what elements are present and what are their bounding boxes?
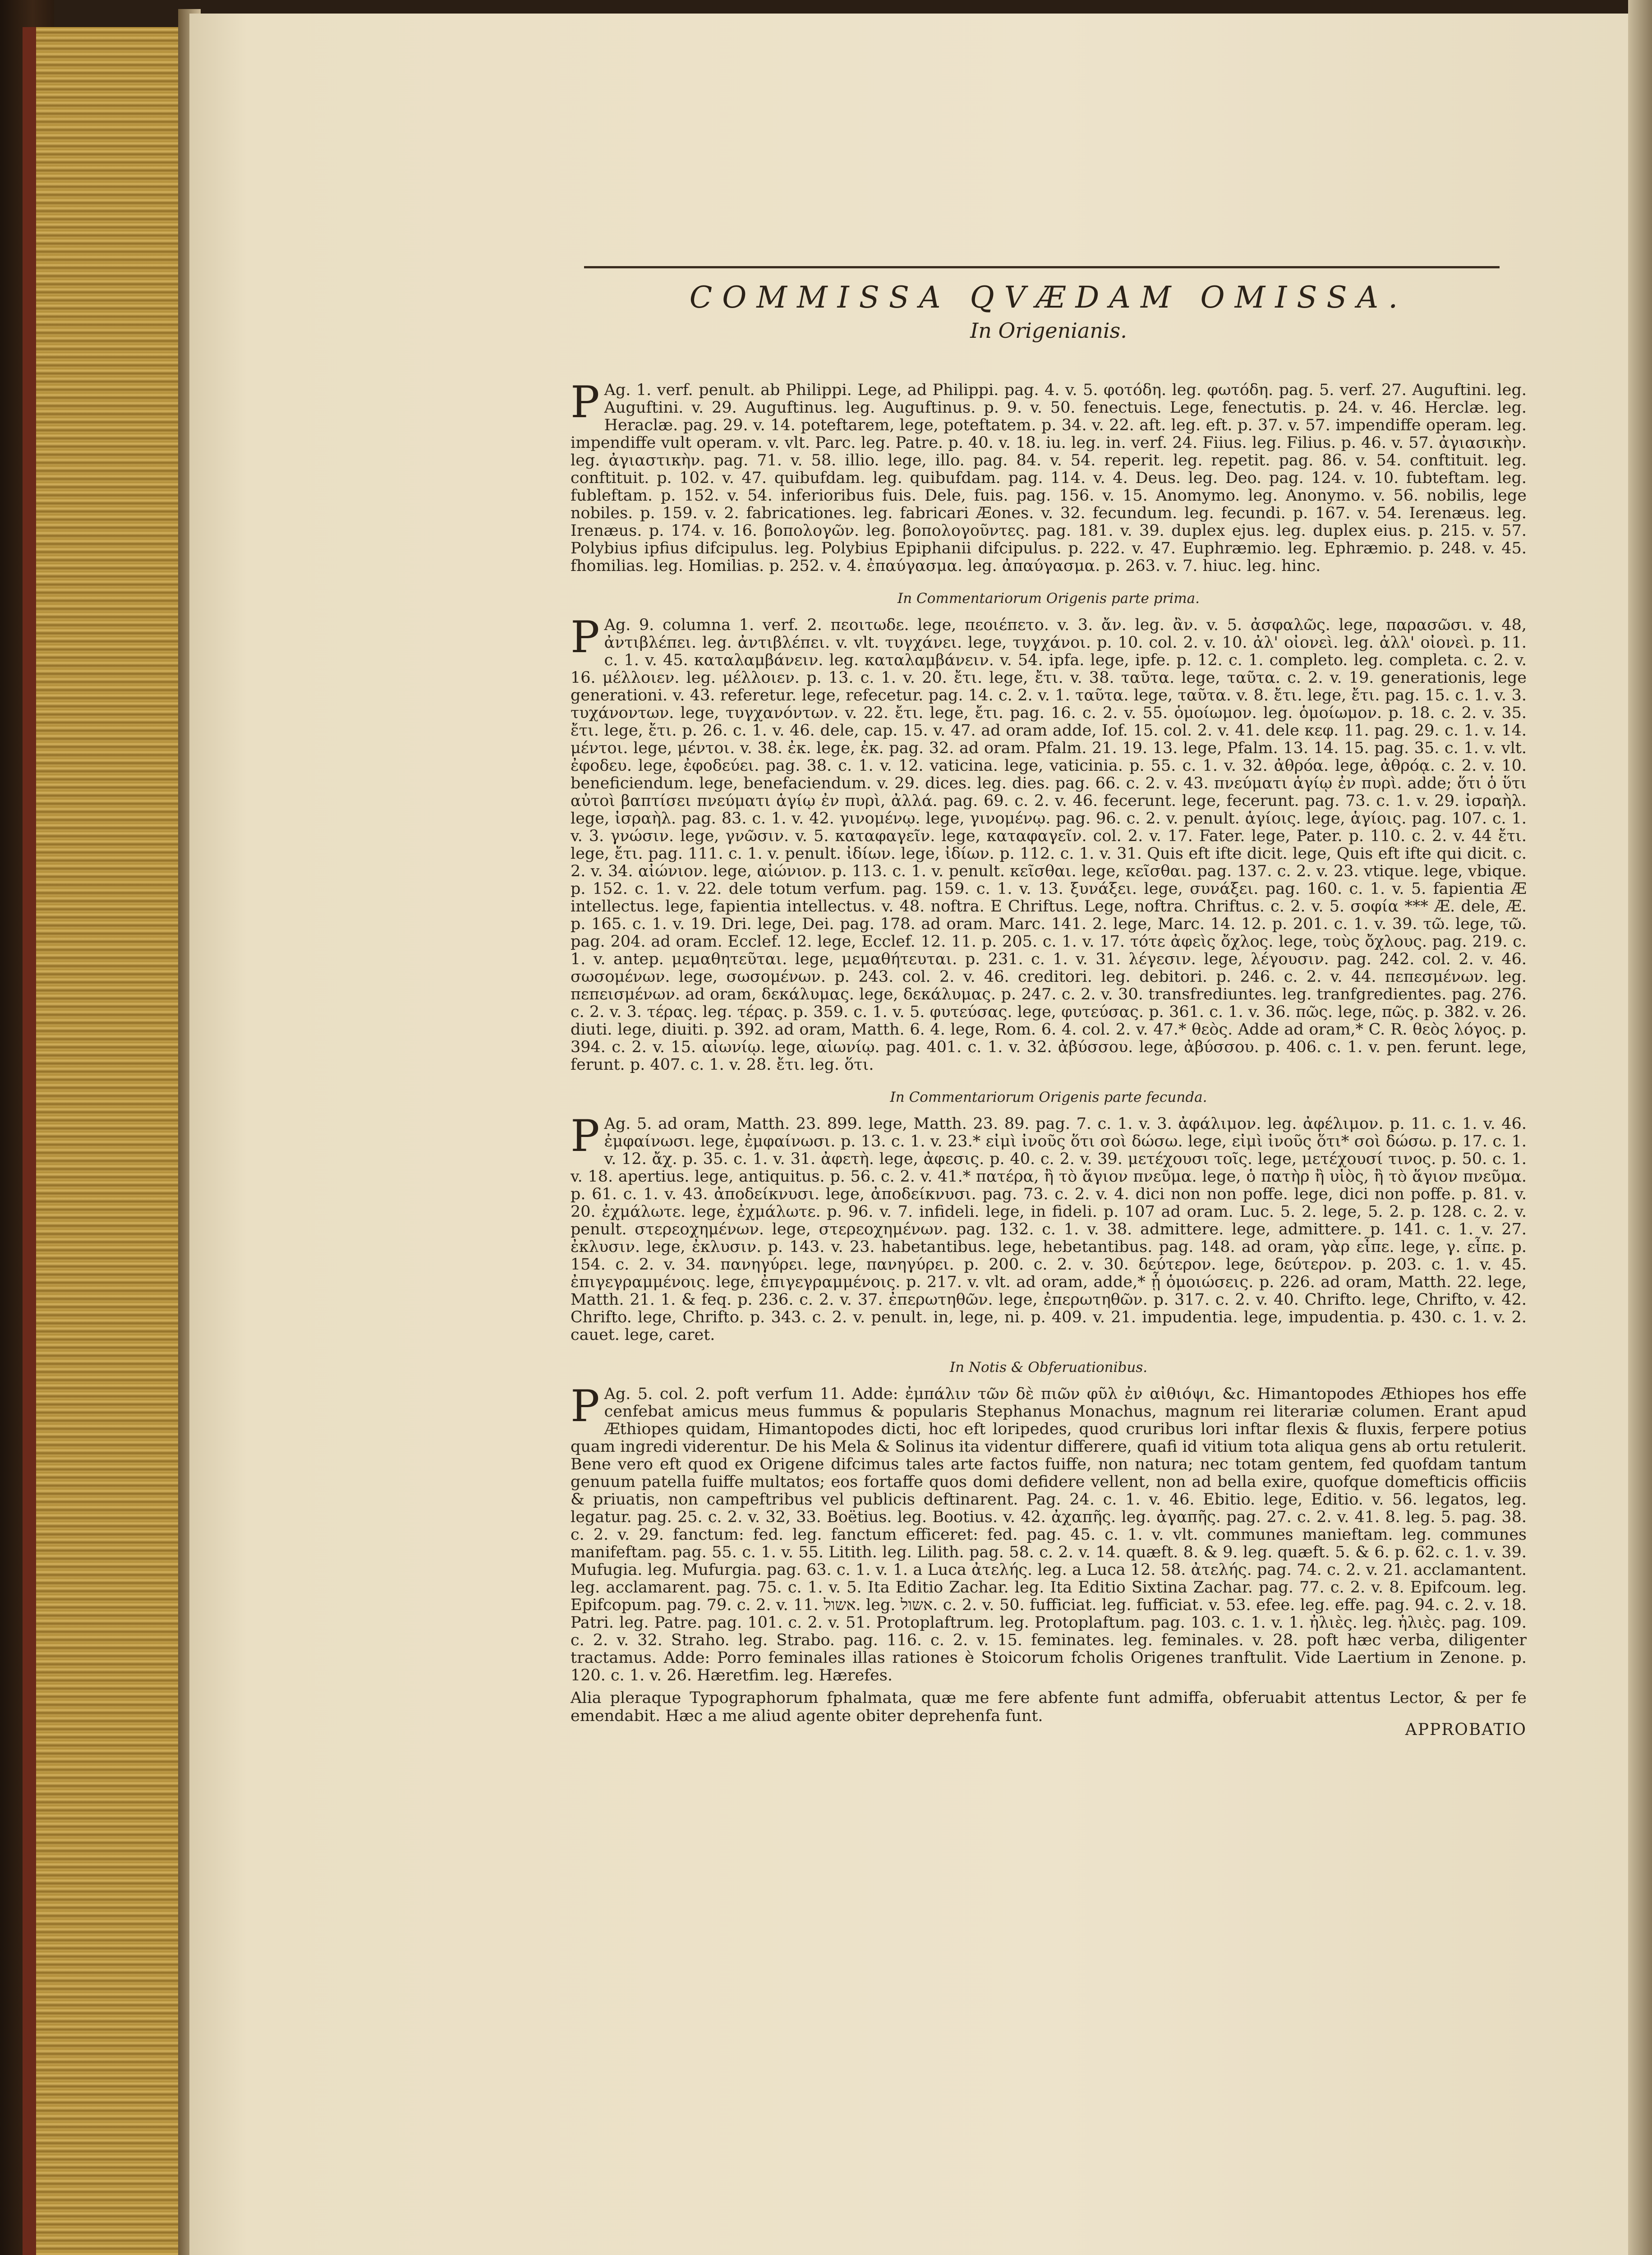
page-content bbox=[571, 266, 1527, 1739]
errata-section-1 bbox=[571, 377, 1527, 575]
section-heading: In Commentariorum Origenis parte prima. bbox=[897, 590, 1200, 607]
paragraph-text: Ag. 1. verf. penult. ab Philippi. Lege, ad Philippi. pag. 4. v. 5. φοτόδη. leg. φωτόδη. pag. 5. verf. 27. Auguftini. leg. Auguftini. v. 29. Auguftinus. leg. Auguftinus. p. 9. v. 50. fenectuis. Lege, fenectutis. p. 24. v. 46. Herclæ. leg. Heraclæ. pag. 29. v. 14. poteftarem, lege, poteftatem. p. 34. v. 22. aft. leg. eft. p. 37. v. 57. impendiffe operam. leg. impendiffe vult operam. v. vlt. Parc. leg. Patre. p. 40. v. 18. iu. leg. in. verf. 24. Fiius. leg. Filius. p. 46. v. 57. ἀγιασικὴν. leg. ἀγιαστικὴν. pag. 71. v. 58. illio. lege, illo. pag. 84. v. 54. reperit. leg. repetit. pag. 86. v. 54. conftituit. leg. conftituit. p. 102. v. 47. quibufdam. leg. quibufdam. pag. 114. v. 4. Deus. leg. Deo. pag. 124. v. 10. fubteftam. leg. fubleftam. p. 152. v. 54. inferioribus fuis. Dele, fuis. pag. 156. v. 15. Anomymo. leg. Anonymo. v. 56. nobilis, lege nobiles. p. 159. v. 2. fabricationes. leg. fabricari Æones. v. 32. fecundum. leg. fecundi. p. 167. v. 54. Ierenæus. leg. Irenæus. p. 174. v. 16. βοπολογῶν. leg. βοπολογοῦντες. pag. 181. v. 39. duplex ejus. leg. duplex eius. p. 215. v. 57. Polybius ipfius difcipulus. leg. Polybius Epiphanii difcipulus. p. 222. v. 47. Euphræmio. leg. Ephræmio. p. 248. v. 45. fhomilias. leg. Homilias. p. 252. v. 4. ἐπαύγασμα. leg. ἀπαύγασμα. p. 263. v. 7. hiuc. leg. hinc. bbox=[571, 381, 1527, 575]
paragraph-text: Ag. 9. columna 1. verf. 2. πεοιτωδε. lege, πεοιέπετο. v. 3. ἄν. leg. ἂν. v. 5. ἀσφαλῶς. lege, παρασῶσι. v. 48, ἀντιβλέπει. leg. ἀντιβλέπει. v. vlt. τυγχάνει. lege, τυγχάνοι. p. 10. col. 2. v. 10. ἀλ' οἰονεὶ. leg. ἀλλ' οἰονεὶ. p. 11. c. 1. v. 45. καταλαμβάνειν. leg. καταλαμβάνειν. v. 54. ipfa. lege, ipfe. p. 12. c. 1. completo. leg. completa. c. 2. v. 16. μέλλοιεν. leg. μέλλοιεν. p. 13. c. 1. v. 20. ἔτι. lege, ἔτι. v. 38. ταῦτα. lege, ταῦτα. c. 2. v. 19. generationis, lege generationi. v. 43. referetur. lege, refecetur. pag. 14. c. 2. v. 1. ταῦτα. lege, ταῦτα. v. 8. ἔτι. lege, ἔτι. pag. 15. c. 1. v. 3. τυχάνοντων. lege, τυγχανόντων. v. 22. ἔτι. lege, ἔτι. pag. 16. c. 2. v. 55. ὁμοίωμον. leg. ὁμοίωμον. p. 18. c. 2. v. 35. ἔτι. lege, ἔτι. p. 26. c. 1. v. 46. dele, cap. 15. v. 47. ad oram adde, Iof. 15. col. 2. v. 41. dele κεφ. 11. pag. 29. c. 1. v. 14. μέντοι. lege, μέντοι. v. 38. ἐκ. lege, ἐκ. pag. 32. ad oram. Pfalm. 21. 19. 13. lege, Pfalm. 13. 14. 15. pag. 35. c. 1. v. vlt. ἐφοδευ. lege, ἐφοδεύει. pag. 38. c. 1. v. 12. vaticina. lege, vaticinia. p. 55. c. 1. v. 32. ἀθρόα. lege, ἀθρόᾳ. c. 2. v. 10. beneficiendum. lege, benefaciendum. v. 29. dices. leg. dies. pag. 66. c. 2. v. 43. πνεύματι ἁγίῳ ἐν πυρὶ. adde; ὅτι ὁ ὕτι αὐτοὶ βαπτίσει πνεύματι ἁγίῳ ἐν πυρὶ, ἀλλά. pag. 69. c. 2. v. 46. fecerunt. lege, fecerunt. pag. 73. c. 1. v. 29. ἰσραὴλ. lege, ἰσραὴλ. pag. 83. c. 1. v. 42. γινομένῳ. lege, γινομένῳ. pag. 96. c. 2. v. penult. ἁγίοις. lege, ἁγίοις. pag. 107. c. 1. v. 3. γνώσιν. lege, γνῶσιν. v. 5. καταφαγεῖν. lege, καταφαγεῖν. col. 2. v. 17. Fater. lege, Pater. p. 110. c. 2. v. 44 ἔτι. lege, ἔτι. pag. 111. c. 1. v. penult. ἰδίων. lege, ἰδίων. p. 112. c. 1. v. 31. Quis eft ifte dicit. lege, Quis eft ifte qui dicit. c. 2. v. 34. αἰώνιον. lege, αἰώνιον. p. 113. c. 1. v. penult. κεῖσθαι. lege, κεῖσθαι. pag. 137. c. 2. v. 23. vtique. lege, vbique. p. 152. c. 1. v. 22. dele totum verfum. pag. 159. c. 1. v. 13. ξυνάξει. lege, συνάξει. pag. 160. c. 1. v. 5. fapientia Æ intellectus. lege, fapientia intellectus. v. 48. noftra. E Chriftus. Lege, noftra. Chriftus. c. 2. v. 5. σοφία *** Æ. dele, Æ. p. 165. c. 1. v. 19. Dri. lege, Dei. pag. 178. ad oram. Marc. 141. 2. lege, Marc. 14. 12. p. 201. c. 1. v. 39. τῶ. lege, τῶ. pag. 204. ad oram. Ecclef. 12. lege, Ecclef. 12. 11. p. 205. c. 1. v. 17. τότε ἀφεὶς ὄχλος. lege, τοὺς ὄχλους. pag. 219. c. 1. v. antep. μεμαθητεῦται. lege, μεμαθήτευται. p. 231. c. 1. v. 31. λέγεσιν. lege, λέγουσιν. pag. 242. col. 2. v. 46. σωσομένων. lege, σωσομένων. p. 243. col. 2. v. 46. creditori. leg. debitori. p. 246. c. 2. v. 44. πεπεσμένων. leg. πεπεισμένων. ad oram, δεκάλυμας. lege, δεκάλυμας. p. 247. c. 2. v. 30. transfrediuntes. leg. tranfgredientes. pag. 276. c. 2. v. 3. τέρας. leg. τέρας. p. 359. c. 1. v. 5. φυτεύσας. lege, φυτεύσας. p. 361. c. 1. v. 36. πῶς. lege, πῶς. p. 382. v. 26. diuti. lege, diuiti. p. 392. ad oram, Matth. 6. 4. lege, Rom. 6. 4. col. 2. v. 47.* θεὸς. Adde ad oram,* C. R. θεὸς λόγος. p. 394. c. 2. v. 15. αἰωνίῳ. lege, αἰωνίῳ. pag. 401. c. 1. v. 32. ἀβύσσου. lege, ἀβύσσου. p. 406. c. 1. v. pen. ferunt. lege, ferunt. p. 407. c. 1. v. 28. ἔτι. leg. ὅτι. bbox=[571, 616, 1527, 1074]
errata-paragraph bbox=[571, 377, 1527, 575]
closing-note: Alia pleraque Typographorum fphalmata, quæ me fere abfente funt admiffa, obferuabit attentus Lector, & per fe emendabit. Hæc a me aliud agente obiter deprehenfa funt. bbox=[571, 1689, 1527, 1725]
section-heading: In Commentariorum Origenis parte fecunda. bbox=[890, 1089, 1207, 1105]
facing-page-edge bbox=[1628, 0, 1652, 2255]
page-subtitle: In Origenianis. bbox=[970, 318, 1127, 343]
drop-cap: P bbox=[571, 1381, 600, 1431]
paragraph-text: Ag. 5. ad oram, Matth. 23. 899. lege, Matth. 23. 89. pag. 7. c. 1. v. 3. ἀφάλιμον. leg. ἀφέλιμον. p. 11. c. 1. v. 46. ἐμφαίνωσι. lege, ἐμφαίνωσι. p. 13. c. 1. v. 23.* εἰμὶ ἰνοῦς ὅτι σοὶ δώσω. lege, εἰμὶ ἰνοῦς ὅτι* σοὶ δώσω. p. 17. c. 1. v. 12. ἄχ. p. 35. c. 1. v. 31. ἀφετὴ. lege, ἀφεσις. p. 40. c. 2. v. 39. μετέχουσι τοῖς. lege, μετέχουσί τινος. p. 50. c. 1. v. 18. apertius. lege, antiquitus. p. 56. c. 2. v. 41.* πατέρα, ἢ τὸ ἅγιον πνεῦμα. lege, ὁ πατὴρ ἢ υἱὸς, ἢ τὸ ἅγιον πνεῦμα. p. 61. c. 1. v. 43. ἀποδείκνυσι. lege, ἀποδείκνυσι. pag. 73. c. 2. v. 4. dici non non poffe. lege, dici non poffe. p. 81. v. 20. ἐχμάλωτε. lege, ἐχμάλωτε. p. 96. v. 7. infideli. lege, in fideli. p. 107 ad oram. Luc. 5. 2. lege, 5. 2. p. 128. c. 2. v. penult. στερεοχημένων. lege, στερεοχημένων. pag. 132. c. 1. v. 38. admittere. lege, admittere. p. 141. c. 1. v. 27. ἐκλυσιν. lege, ἐκλυσιν. p. 143. v. 23. habetantibus. lege, hebetantibus. pag. 148. ad oram, γὰρ εἶπε. lege, γ. εἶπε. p. 154. c. 2. v. 34. πανηγύρει. lege, πανηγύρει. p. 200. c. 2. v. 30. δεύτερον. lege, δεύτερον. p. 203. c. 1. v. 45. ἐπιγεγραμμένοις. lege, ἐπιγεγραμμένοις. p. 217. v. vlt. ad oram, adde,* ᾗ ὁμοιώσεις. p. 226. ad oram, Matth. 22. lege, Matth. 21. 1. & feq. p. 236. c. 2. v. 37. ἐπερωτηθῶν. lege, ἐπερωτηθῶν. p. 317. c. 2. v. 40. Chrifto. lege, Chrifto, v. 42. Chrifto. lege, Chrifto. p. 343. c. 2. v. penult. in, lege, ni. p. 409. v. 21. impudentia. lege, impudentia. p. 430. c. 1. v. 2. cauet. lege, caret. bbox=[571, 1115, 1527, 1344]
drop-cap: P bbox=[571, 377, 600, 428]
gilt-page-edges bbox=[23, 27, 203, 2255]
errata-paragraph bbox=[571, 1381, 1527, 1684]
header-rule bbox=[584, 266, 1500, 268]
page-title: COMMISSA QVÆDAM OMISSA. bbox=[689, 280, 1408, 315]
errata-section-4 bbox=[571, 1359, 1527, 1684]
drop-cap: P bbox=[571, 612, 600, 663]
paragraph-text: Ag. 5. col. 2. poft verfum 11. Adde: ἐμπάλιν τῶν δὲ πιῶν φῦλ ἐν αἰθιόψι, &c. Himantopodes Æthiopes hos effe cenfebat amicus meus fummus & popularis Stephanus Monachus, magnum rei literariæ columen. Erant apud Æthiopes quidam, Himantopodes dicti, hoc eft loripedes, quod cruribus lori inftar flexis & fluxis, ferpere potius quam ingredi viderentur. De his Mela & Solinus ita videntur differere, quafi id vitium tota aliqua gens ab ortu retulerit. Bene vero eft quod ex Origene difcimus tales arte factos fuiffe, non natura; nec totam gentem, fed quofdam tantum genuum patella fuiffe multatos; eos fortaffe quos domi defidere vellent, non ad bella exire, quofque domefticis officiis & priuatis, non campeftribus vel publicis deftinarent. Pag. 24. c. 1. v. 46. Ebitio. lege, Editio. v. 56. legatos, leg. legatur. pag. 25. c. 2. v. 32, 33. Boëtius. leg. Bootius. v. 42. ἀχαπῆς. leg. ἀγαπῆς. pag. 27. c. 2. v. 41. 8. leg. 5. pag. 38. c. 2. v. 29. fanctum: fed. leg. fanctum efficeret: fed. pag. 45. c. 1. v. vlt. communes manieftam. leg. communes manifeftam. pag. 55. c. 1. v. 55. Litith. leg. Lilith. pag. 58. c. 2. v. 14. quæft. 8. & 9. leg. quæft. 5. & 6. p. 62. c. 1. v. 39. Mufugia. leg. Mufurgia. pag. 63. c. 1. v. 1. a Luca ἀτελής. leg. a Luca 12. 58. ἀτελής. pag. 74. c. 2. v. 21. acclamantent. leg. acclamarent. pag. 75. c. 1. v. 5. Ita Editio Zachar. leg. Ita Editio Sixtina Zachar. pag. 77. c. 2. v. 8. Epifcoum. leg. Epifcopum. pag. 79. c. 2. v. 11. אשול. leg. אשול. c. 2. v. 50. fufficiat. leg. fufficiat. v. 53. efee. leg. effe. pag. 94. c. 2. v. 18. Patri. leg. Patre. pag. 101. c. 2. v. 51. Protoplaftrum. leg. Protoplaftum. pag. 103. c. 1. v. 1. ἠλιὲς. leg. ἠλιὲς. pag. 109. c. 2. v. 32. Straho. leg. Strabo. pag. 116. c. 2. v. 15. feminates. leg. feminales. v. 28. poft hæc verba, diligenter tractamus. Adde: Porro feminales illas rationes è Stoicorum fcholis Origenes tranftulit. Vide Laertium in Zenone. p. 120. c. 1. v. 26. Hæretfim. leg. Hærefes. bbox=[571, 1385, 1527, 1684]
errata-section-3 bbox=[571, 1089, 1527, 1344]
errata-paragraph bbox=[571, 612, 1527, 1074]
errata-section-2 bbox=[571, 590, 1527, 1074]
catchword: APPROBATIO bbox=[1405, 1721, 1527, 1739]
errata-paragraph bbox=[571, 1111, 1527, 1344]
section-heading: In Notis & Obferuationibus. bbox=[949, 1359, 1148, 1376]
drop-cap: P bbox=[571, 1111, 600, 1161]
